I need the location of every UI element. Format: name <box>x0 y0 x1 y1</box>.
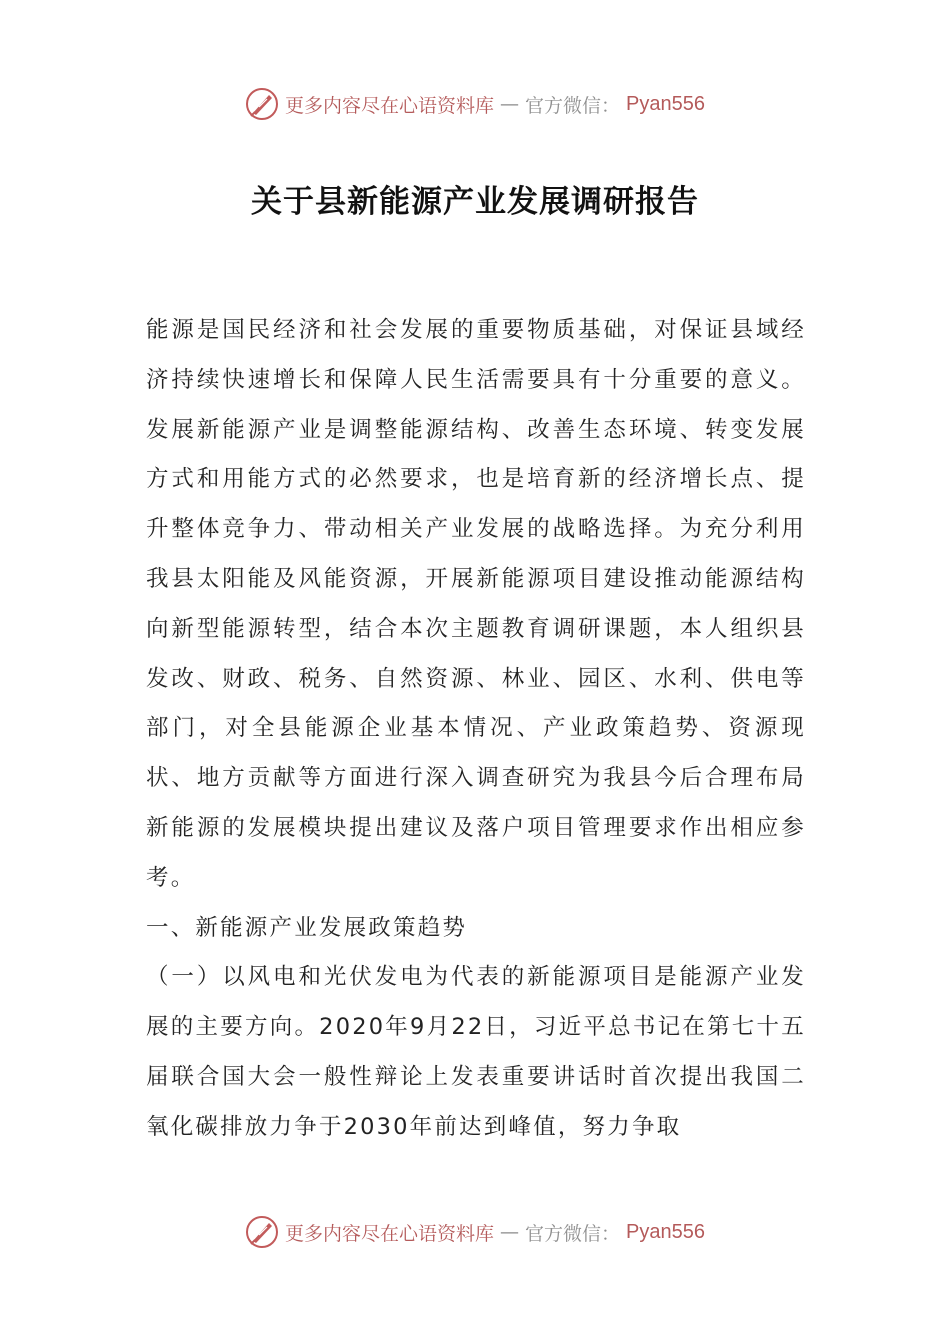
document-title: 关于县新能源产业发展调研报告 <box>251 184 699 220</box>
watermark-dash: — <box>500 1221 520 1243</box>
footer-watermark <box>0 1212 950 1252</box>
quill-logo-icon <box>245 87 279 121</box>
section-heading: 一、新能源产业发展政策趋势 <box>146 914 468 941</box>
watermark-official-label: 官方微信： <box>525 1222 621 1245</box>
quill-logo-icon <box>245 1215 279 1249</box>
watermark-official-label: 官方微信： <box>525 94 621 117</box>
watermark-text: 更多内容尽在心语资料库 <box>285 94 495 117</box>
watermark-wechat-id: Pyan556 <box>626 92 705 115</box>
header-watermark <box>0 84 950 124</box>
subsection-paragraph: （一）以风电和光伏发电为代表的新能源项目是能源产业发展的主要方向。2020年9月22日，习近平总书记在第七十五届联合国大会一般性辩论上发表重要讲话时首次提出我国二氧化碳排放力争于2030年前达到峰值，努力争取 <box>146 964 806 1140</box>
watermark-wechat-id: Pyan556 <box>626 1220 705 1243</box>
watermark-dash: — <box>500 93 520 115</box>
document-body <box>146 306 806 1153</box>
watermark-text: 更多内容尽在心语资料库 <box>285 1222 495 1245</box>
intro-paragraph: 能源是国民经济和社会发展的重要物质基础，对保证县域经济持续快速增长和保障人民生活需要具有十分重要的意义。发展新能源产业是调整能源结构、改善生态环境、转变发展方式和用能方式的必然要求，也是培育新的经济增长点、提升整体竞争力、带动相关产业发展的战略选择。为充分利用我县太阳能及风能资源，开展新能源项目建设推动能源结构向新型能源转型，结合本次主题教育调研课题，本人组织县发改、财政、税务、自然资源、林业、园区、水利、供电等部门，对全县能源企业基本情况、产业政策趋势、资源现状、地方贡献等方面进行深入调查研究为我县今后合理布局新能源的发展模块提出建议及落户项目管理要求作出相应参考。 <box>146 317 806 891</box>
